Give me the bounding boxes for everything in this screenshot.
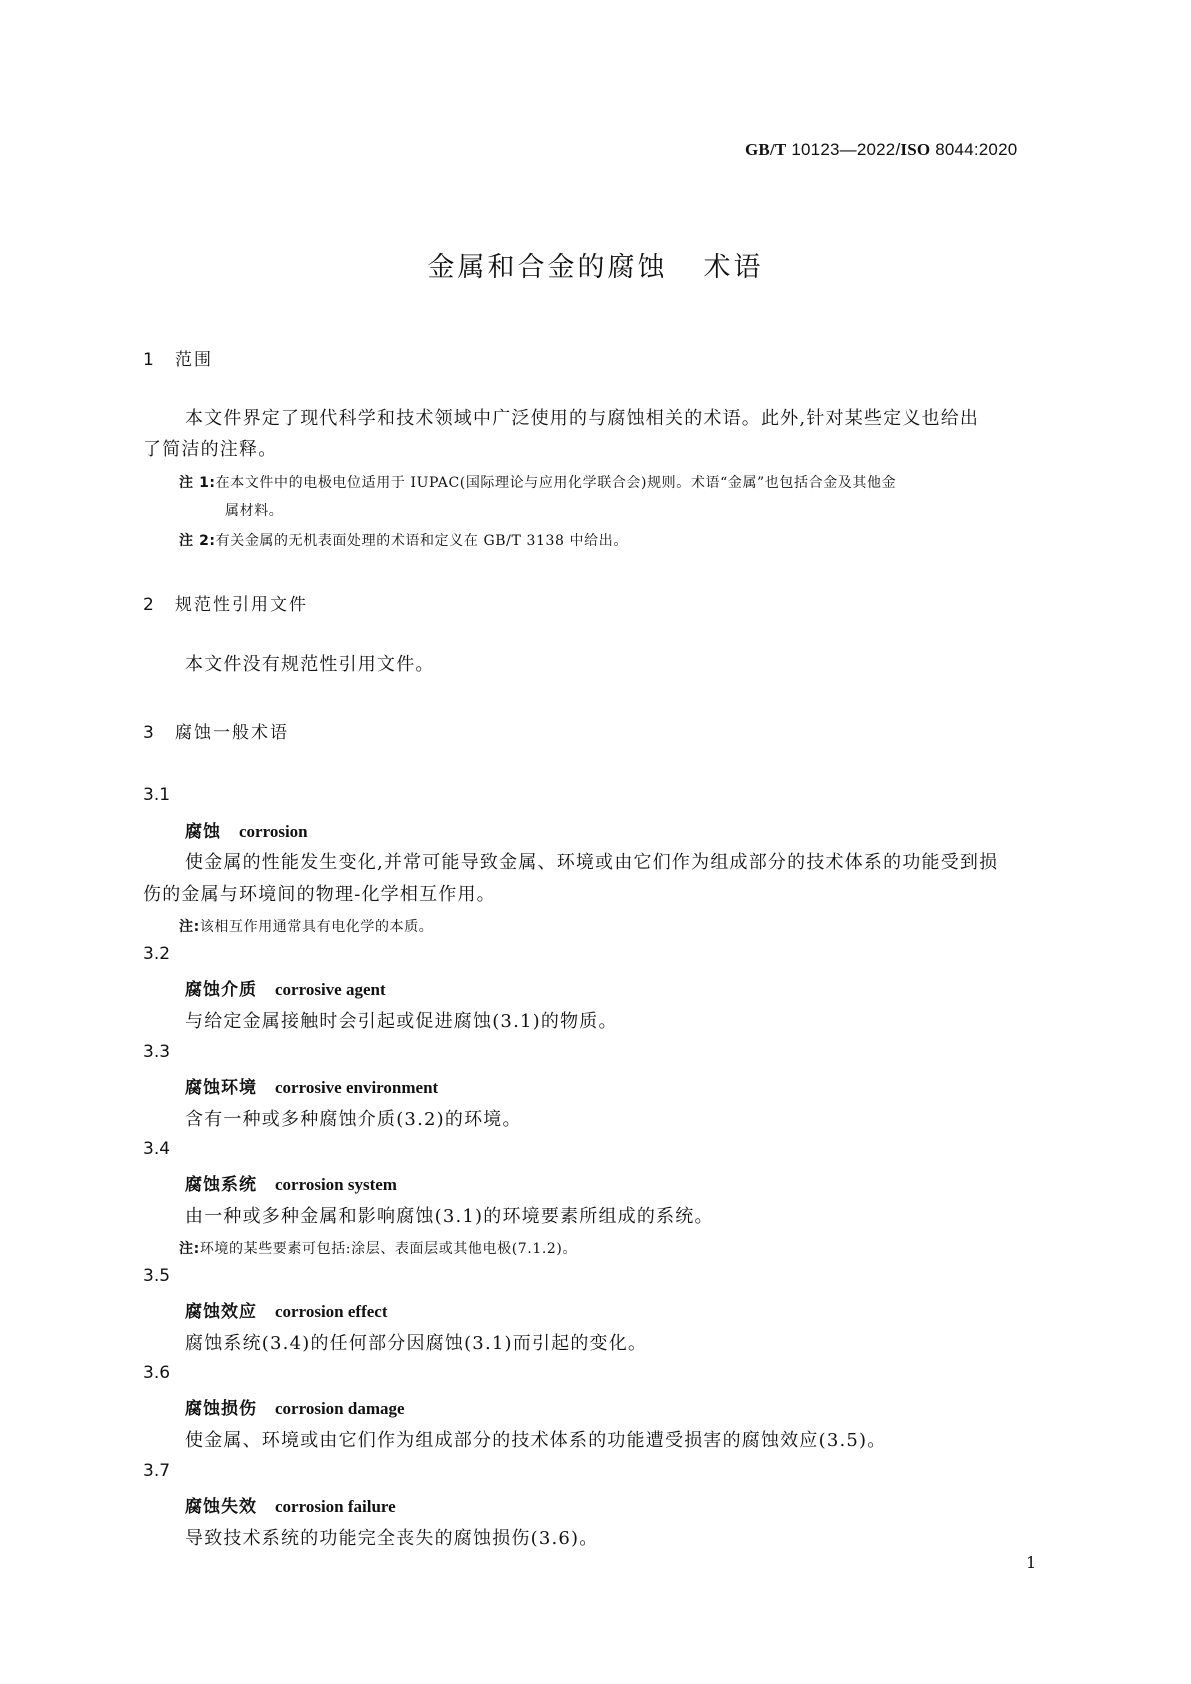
term-zh: 腐蚀损伤 [185,1399,257,1419]
term-entry [185,1073,438,1098]
scope-paragraph-line2: 了简洁的注释。 [143,439,278,460]
page-title [0,245,1191,284]
standard-prefix: GB/T [745,140,787,159]
note-text: 有关金属的无机表面处理的术语和定义在 GB/T 3138 中给出。 [215,533,628,549]
standard-code: 10123—2022/ [791,140,901,159]
term-number: 3.4 [143,1139,171,1159]
term-en: corrosive agent [275,980,386,999]
term-number: 3.1 [143,785,171,805]
page-number: 1 [1026,1553,1037,1572]
section-heading-normative [143,590,308,615]
section-heading-scope [143,345,213,370]
section-number: 3 [143,723,154,743]
term-zh: 腐蚀介质 [185,980,257,1000]
term-zh: 腐蚀系统 [185,1175,257,1195]
note-label: 注: [179,919,200,935]
term-definition: 由一种或多种金属和影响腐蚀(3.1)的环境要素所组成的系统。 [185,1206,714,1227]
term-en: corrosion [239,822,308,841]
section-number: 1 [143,350,154,370]
term-entry [185,1297,388,1322]
section-title: 范围 [175,350,213,370]
term-entry [185,1394,405,1419]
term-entry [185,817,308,842]
note-text: 在本文件中的电极电位适用于 IUPAC(国际理论与应用化学联合会)规则。术语“金属”也包括合金及其他金 [215,475,897,491]
term-note [179,916,433,936]
note-text: 该相互作用通常具有电化学的本质。 [199,919,434,935]
term-number: 3.3 [143,1042,171,1062]
standard-number [745,140,1017,160]
scope-note-1-continued: 属材料。 [225,503,284,519]
term-definition: 含有一种或多种腐蚀介质(3.2)的环境。 [185,1109,522,1130]
title-sub: 术语 [703,252,764,283]
term-number: 3.7 [143,1461,171,1481]
note-label: 注 2: [179,533,216,549]
section-number: 2 [143,595,154,615]
term-en: corrosion damage [275,1399,405,1418]
term-zh: 腐蚀环境 [185,1078,257,1098]
term-zh: 腐蚀 [185,822,221,842]
term-entry [185,975,386,1000]
title-main: 金属和合金的腐蚀 [427,252,668,283]
normative-paragraph: 本文件没有规范性引用文件。 [185,654,435,675]
iso-prefix: ISO [900,140,931,159]
term-definition: 腐蚀系统(3.4)的任何部分因腐蚀(3.1)而引起的变化。 [185,1333,648,1354]
term-entry [185,1170,397,1195]
section-title: 规范性引用文件 [175,595,308,615]
term-en: corrosion failure [275,1497,396,1516]
note-text: 环境的某些要素可包括:涂层、表面层或其他电极(7.1.2)。 [199,1241,578,1257]
term-number: 3.5 [143,1266,171,1286]
term-note [179,1238,577,1258]
term-zh: 腐蚀效应 [185,1302,257,1322]
term-entry [185,1492,396,1517]
term-definition: 导致技术系统的功能完全丧失的腐蚀损伤(3.6)。 [185,1528,599,1549]
term-en: corrosion effect [275,1302,388,1321]
section-title: 腐蚀一般术语 [175,723,289,743]
note-label: 注 1: [179,475,216,491]
term-definition-line2: 伤的金属与环境间的物理-化学相互作用。 [143,884,496,905]
term-en: corrosive environment [275,1078,439,1097]
term-zh: 腐蚀失效 [185,1497,257,1517]
scope-paragraph-line1: 本文件界定了现代科学和技术领域中广泛使用的与腐蚀相关的术语。此外,针对某些定义也给出 [185,408,980,429]
term-en: corrosion system [275,1175,397,1194]
note-label: 注: [179,1241,200,1257]
term-definition: 与给定金属接触时会引起或促进腐蚀(3.1)的物质。 [185,1011,618,1032]
section-heading-general-terms [143,718,289,743]
scope-note-2 [179,530,628,550]
term-number: 3.6 [143,1363,171,1383]
scope-note-1 [179,472,896,492]
iso-code: 8044:2020 [935,140,1018,159]
term-definition: 使金属、环境或由它们作为组成部分的技术体系的功能遭受损害的腐蚀效应(3.5)。 [185,1430,887,1451]
term-number: 3.2 [143,944,171,964]
term-definition-line1: 使金属的性能发生变化,并常可能导致金属、环境或由它们作为组成部分的技术体系的功能受到损 [185,852,999,873]
